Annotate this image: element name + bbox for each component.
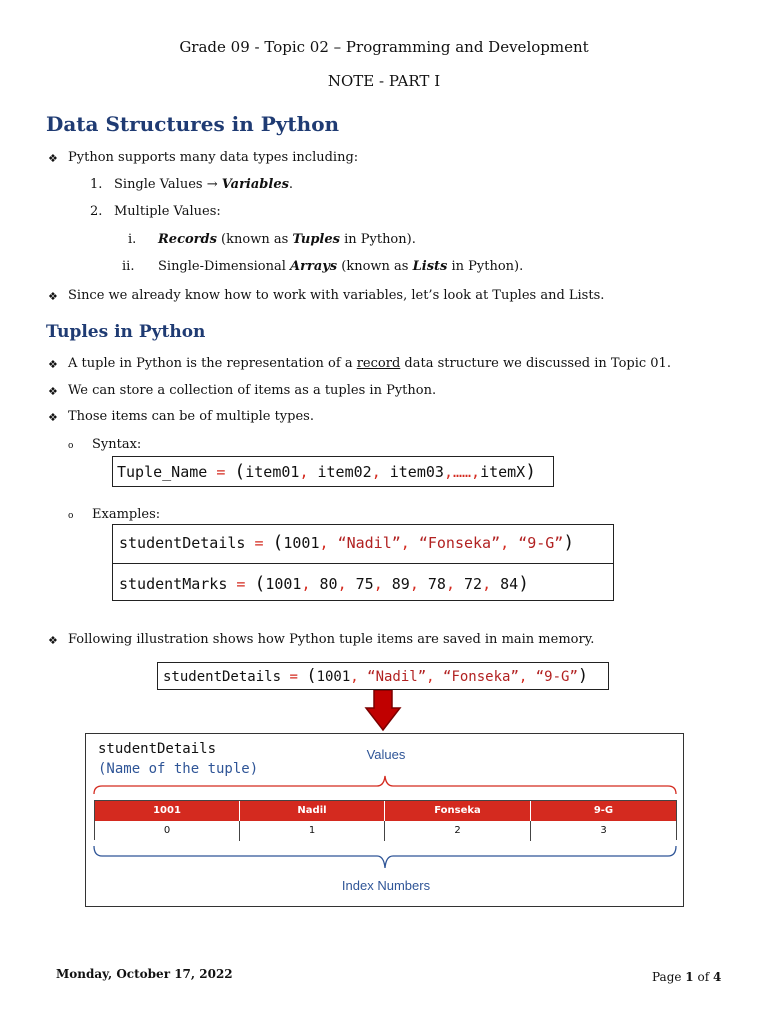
paragraph: Those items can be of multiple types. (68, 409, 314, 424)
paragraph: Following illustration shows how Python tuple items are saved in main memory. (68, 632, 595, 647)
diamond-bullet-icon: ❖ (48, 634, 58, 647)
document-subtitle: NOTE - PART I (327, 72, 441, 90)
index-cell: 1 (240, 821, 385, 841)
diamond-bullet-icon: ❖ (48, 152, 58, 165)
list-item: Single-Dimensional Arrays (known as Lists in Python). (158, 259, 524, 274)
list-item: Single Values → Variables. (114, 177, 294, 192)
paragraph: Since we already know how to work with variables, let’s look at Tuples and Lists. (68, 288, 605, 303)
circle-bullet-icon: o (68, 441, 74, 451)
illustration-code: studentDetails = (1001, “Nadil”, “Fonseka”, “9-G”) (163, 666, 589, 686)
tuple-name-caption: (Name of the tuple) (98, 761, 259, 777)
diamond-bullet-icon: ❖ (48, 290, 58, 303)
examples-code-box (112, 524, 614, 601)
syntax-code: Tuple_Name = (item01, item02, item03,……,itemX) (117, 461, 537, 482)
list-item: Multiple Values: (114, 204, 221, 219)
divider (113, 563, 613, 564)
index-cell: 0 (95, 821, 240, 841)
index-brace-icon (92, 844, 678, 872)
tuple-name-label: studentDetails (98, 741, 217, 757)
section-heading-data-structures: Data Structures in Python (46, 112, 340, 136)
examples-label: Examples: (92, 507, 161, 522)
footer-date: Monday, October 17, 2022 (56, 967, 233, 981)
document-title: Grade 09 - Topic 02 – Programming and Development (179, 38, 589, 56)
index-cell: 3 (531, 821, 676, 841)
paragraph: Python supports many data types including: (68, 150, 359, 165)
index-cell: 2 (385, 821, 531, 841)
list-number: ii. (122, 259, 135, 274)
diamond-bullet-icon: ❖ (48, 358, 58, 371)
list-number: 1. (90, 177, 103, 192)
syntax-label: Syntax: (92, 437, 142, 452)
value-cell: Fonseka (385, 801, 531, 821)
arrow-down-icon (364, 690, 402, 732)
value-cell: 1001 (95, 801, 240, 821)
section-heading-tuples: Tuples in Python (46, 322, 206, 342)
diamond-bullet-icon: ❖ (48, 385, 58, 398)
values-label: Values (366, 747, 406, 762)
example-student-details: studentDetails = (1001, “Nadil”, “Fonseka”, “9-G”) (119, 532, 575, 553)
footer-page-number: Page 1 of 4 (652, 970, 722, 984)
arrow-right-icon: → (206, 177, 218, 192)
value-cell: 9-G (531, 801, 676, 821)
illustration-code-box (157, 662, 609, 690)
paragraph: A tuple in Python is the representation of a record data structure we discussed in Topic 01. (68, 356, 671, 371)
list-number: i. (128, 232, 137, 247)
example-student-marks: studentMarks = (1001, 80, 75, 89, 78, 72, 84) (119, 573, 530, 594)
tuple-table (94, 800, 677, 840)
tuple-memory-diagram (85, 733, 684, 907)
diamond-bullet-icon: ❖ (48, 411, 58, 424)
circle-bullet-icon: o (68, 511, 74, 521)
list-item: Records (known as Tuples in Python). (158, 232, 416, 247)
list-number: 2. (90, 204, 103, 219)
value-cell: Nadil (240, 801, 385, 821)
values-brace-icon (92, 772, 678, 798)
index-numbers-label: Index Numbers (341, 878, 431, 893)
syntax-code-box (112, 456, 554, 487)
paragraph: We can store a collection of items as a tuples in Python. (68, 383, 437, 398)
